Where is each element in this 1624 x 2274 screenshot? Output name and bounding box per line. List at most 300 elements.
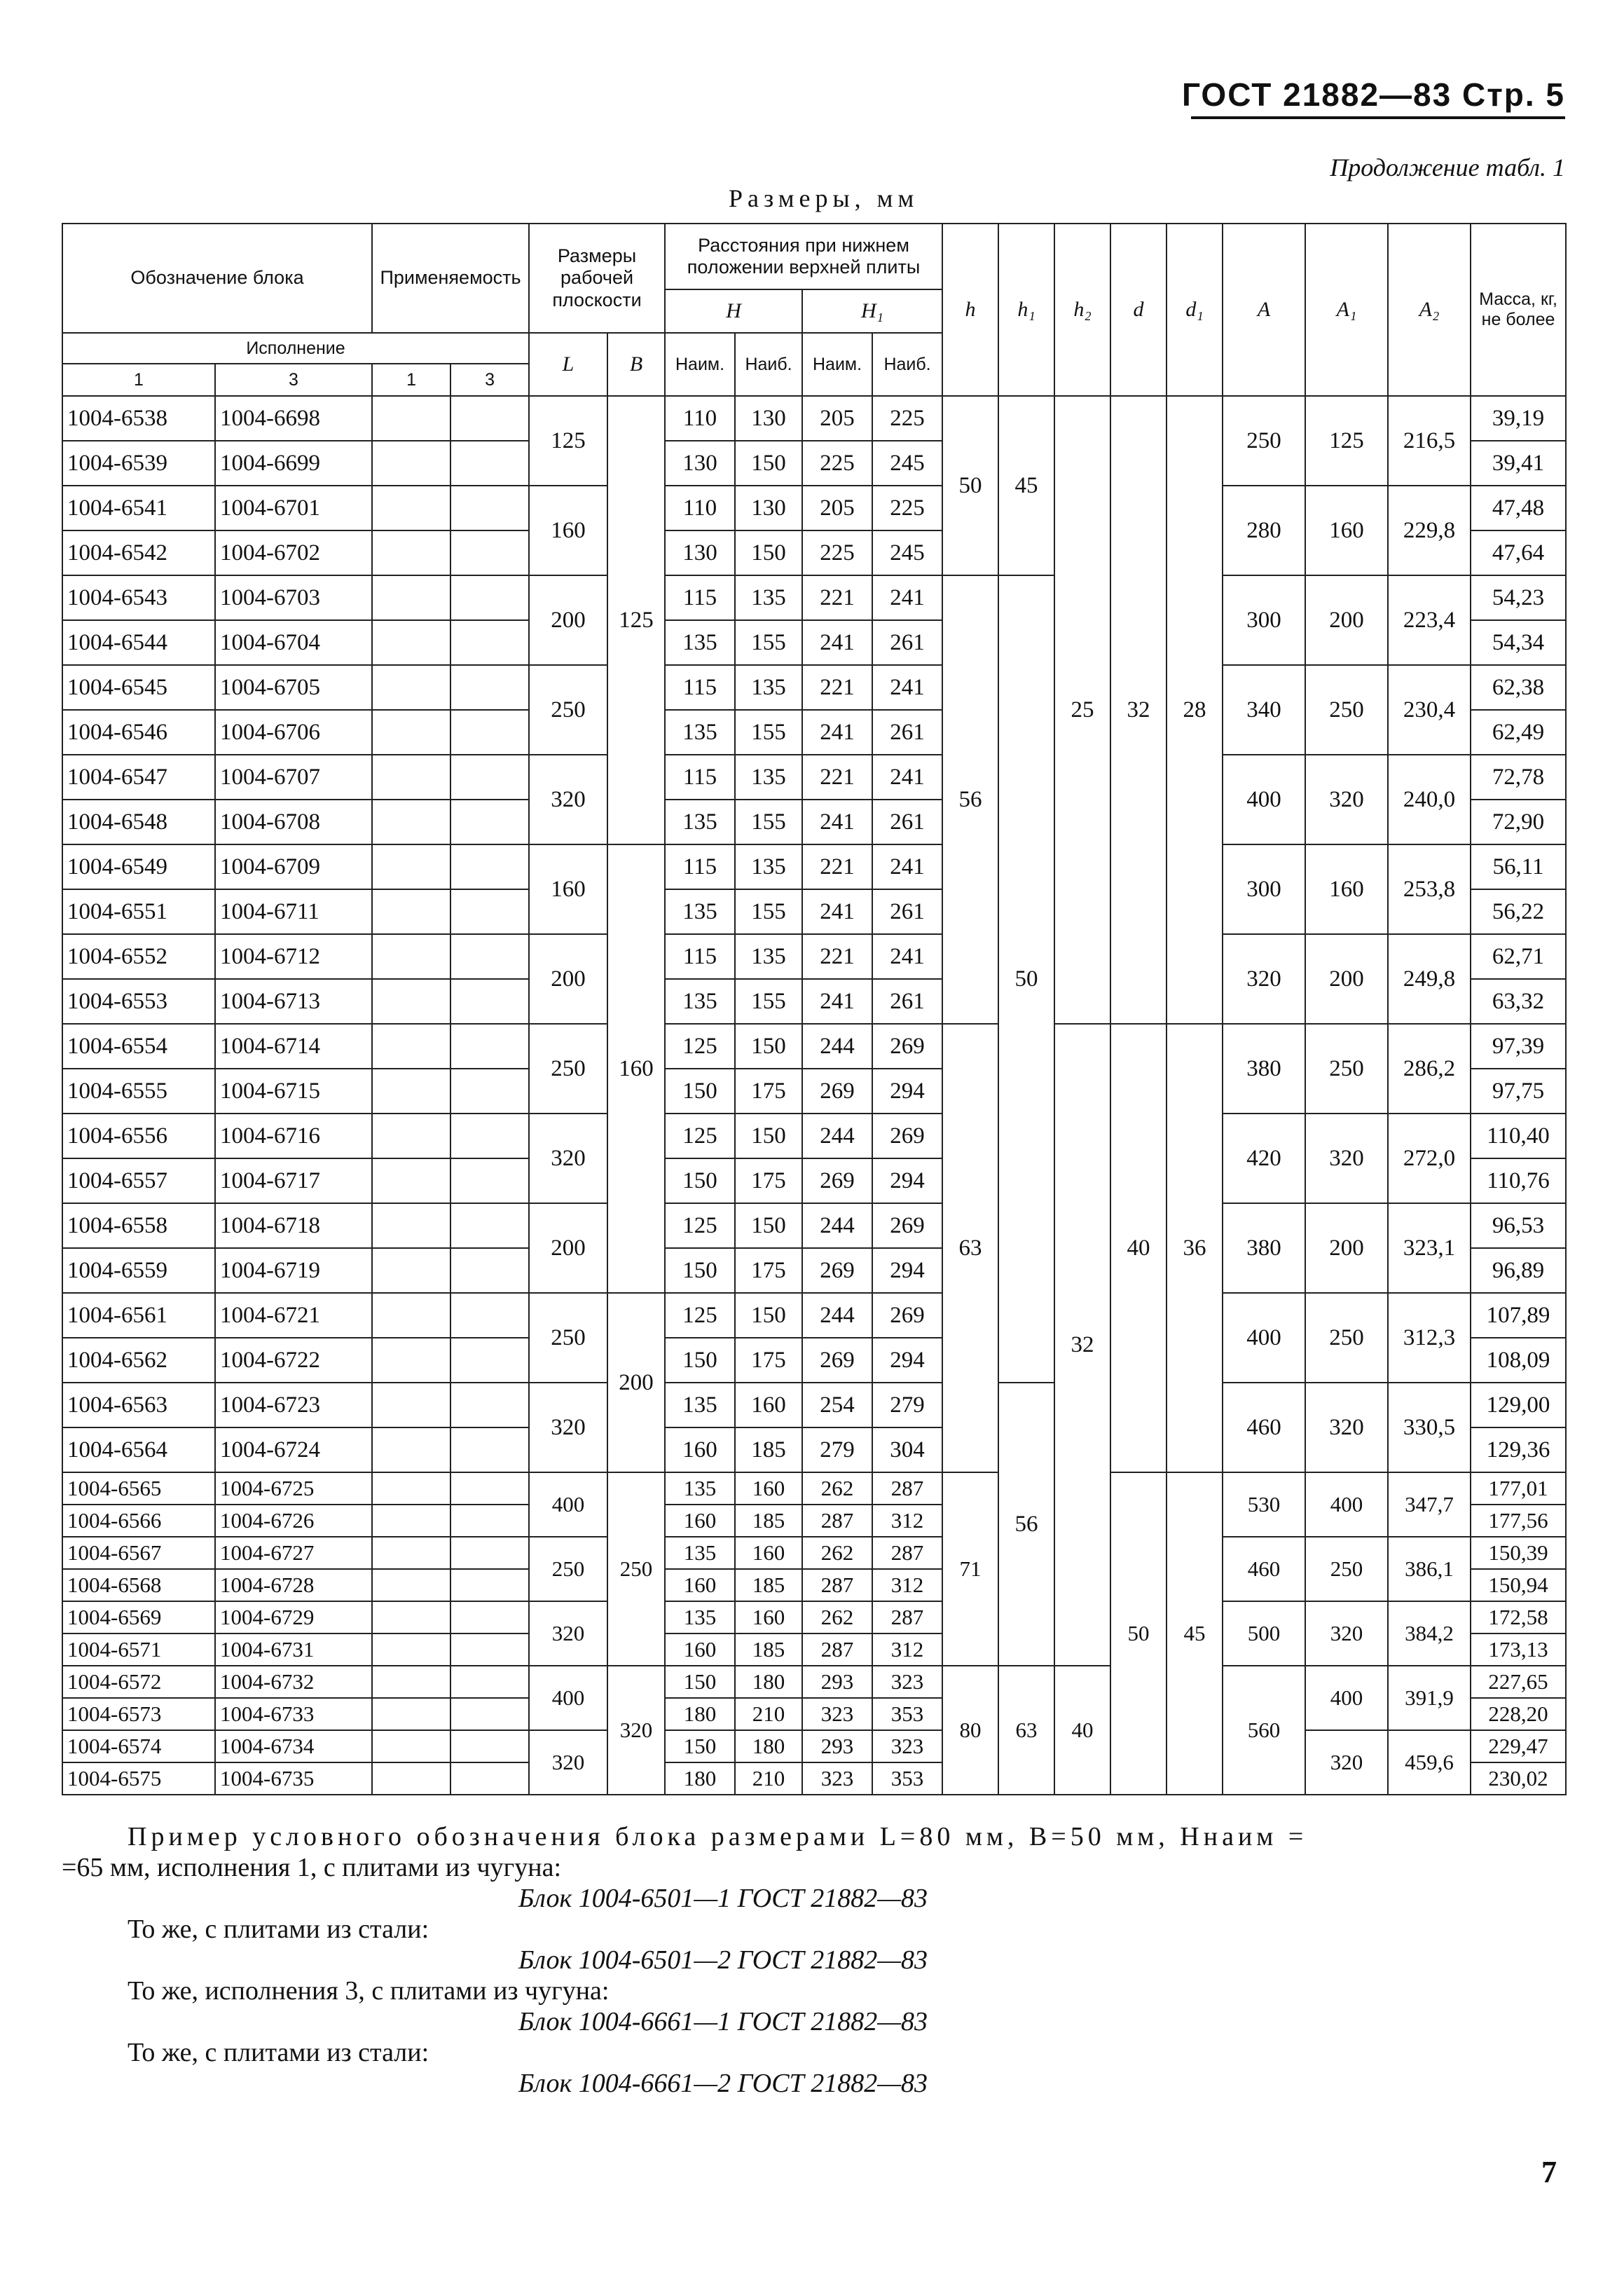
cell-L: 250 xyxy=(529,1024,607,1114)
cell-h2: 32 xyxy=(1054,1024,1110,1666)
distance-value: 185 xyxy=(735,1633,802,1666)
mass-value: 39,19 xyxy=(1471,396,1566,441)
distance-value: 185 xyxy=(735,1427,802,1472)
designation-v3: 1004-6731 xyxy=(215,1633,372,1666)
distance-value: 225 xyxy=(872,486,942,530)
distance-value: 150 xyxy=(735,1203,802,1248)
distance-value: 269 xyxy=(872,1114,942,1158)
col-h: h xyxy=(942,224,998,396)
cell-L: 200 xyxy=(529,575,607,665)
cell-A1: 160 xyxy=(1305,486,1388,575)
applicability-3 xyxy=(450,1698,529,1730)
cell-d: 32 xyxy=(1110,396,1167,1024)
col-distances: Расстояния при нижнем положении верхней плиты xyxy=(665,224,942,289)
designation-v1: 1004-6557 xyxy=(62,1158,215,1203)
example-line-7: Блок 1004-6661—1 ГОСТ 21882—83 xyxy=(518,2007,928,2036)
cell-A2: 216,5 xyxy=(1388,396,1471,486)
designation-v1: 1004-6569 xyxy=(62,1601,215,1633)
applicability-1 xyxy=(372,1537,450,1569)
distance-value: 312 xyxy=(872,1505,942,1537)
applicability-1 xyxy=(372,800,450,844)
table-row xyxy=(62,396,1566,441)
distance-value: 241 xyxy=(872,575,942,620)
distance-value: 160 xyxy=(735,1601,802,1633)
distance-value: 241 xyxy=(802,620,872,665)
header-rule xyxy=(1191,116,1565,119)
applicability-1 xyxy=(372,1730,450,1762)
cell-L: 320 xyxy=(529,1114,607,1203)
applicability-3 xyxy=(450,575,529,620)
applicability-3 xyxy=(450,441,529,486)
distance-value: 135 xyxy=(665,1383,735,1427)
applicability-3 xyxy=(450,1338,529,1383)
applicability-1 xyxy=(372,710,450,755)
distance-value: 180 xyxy=(665,1762,735,1795)
col-d: d xyxy=(1110,224,1167,396)
distance-value: 135 xyxy=(665,620,735,665)
col-working-surface: Размеры рабочей плоскости xyxy=(529,224,665,333)
distance-value: 175 xyxy=(735,1338,802,1383)
applicability-1 xyxy=(372,1762,450,1795)
designation-v3: 1004-6722 xyxy=(215,1338,372,1383)
cell-h1: 50 xyxy=(998,575,1054,1383)
designation-v1: 1004-6547 xyxy=(62,755,215,800)
applicability-1 xyxy=(372,1158,450,1203)
distance-value: 175 xyxy=(735,1248,802,1293)
designation-v1: 1004-6546 xyxy=(62,710,215,755)
cell-d: 50 xyxy=(1110,1472,1167,1795)
mass-value: 110,76 xyxy=(1471,1158,1566,1203)
page-header: ГОСТ 21882—83 Стр. 5 xyxy=(1181,76,1565,113)
col-H: H xyxy=(665,289,802,333)
distance-value: 180 xyxy=(735,1730,802,1762)
cell-A1: 200 xyxy=(1305,934,1388,1024)
designation-v1: 1004-6572 xyxy=(62,1666,215,1698)
distance-value: 287 xyxy=(872,1537,942,1569)
applicability-3 xyxy=(450,1158,529,1203)
designation-v1: 1004-6551 xyxy=(62,889,215,934)
designation-v3: 1004-6703 xyxy=(215,575,372,620)
designation-v3: 1004-6715 xyxy=(215,1069,372,1114)
cell-L: 160 xyxy=(529,844,607,934)
designation-v3: 1004-6714 xyxy=(215,1024,372,1069)
cell-L: 320 xyxy=(529,1383,607,1472)
distance-value: 221 xyxy=(802,755,872,800)
cell-A: 280 xyxy=(1223,486,1305,575)
distance-value: 225 xyxy=(802,441,872,486)
dimensions-table xyxy=(62,223,1567,1795)
distance-value: 287 xyxy=(872,1601,942,1633)
designation-v3: 1004-6735 xyxy=(215,1762,372,1795)
distance-value: 262 xyxy=(802,1601,872,1633)
distance-value: 160 xyxy=(665,1633,735,1666)
cell-B: 320 xyxy=(607,1666,665,1795)
cell-A1: 400 xyxy=(1305,1472,1388,1537)
distance-value: 125 xyxy=(665,1024,735,1069)
mass-value: 72,90 xyxy=(1471,800,1566,844)
cell-A1: 250 xyxy=(1305,1293,1388,1383)
cell-A2: 347,7 xyxy=(1388,1472,1471,1537)
applicability-3 xyxy=(450,755,529,800)
distance-value: 160 xyxy=(735,1537,802,1569)
designation-v3: 1004-6707 xyxy=(215,755,372,800)
distance-value: 110 xyxy=(665,396,735,441)
applicability-1 xyxy=(372,1427,450,1472)
mass-value: 96,53 xyxy=(1471,1203,1566,1248)
applicability-3 xyxy=(450,1114,529,1158)
designation-v3: 1004-6705 xyxy=(215,665,372,710)
applicability-1 xyxy=(372,755,450,800)
applicability-1 xyxy=(372,1472,450,1505)
applicability-3 xyxy=(450,1427,529,1472)
distance-value: 241 xyxy=(802,979,872,1024)
designation-v1: 1004-6559 xyxy=(62,1248,215,1293)
applicability-1 xyxy=(372,1024,450,1069)
cell-A2: 240,0 xyxy=(1388,755,1471,844)
cell-L: 250 xyxy=(529,1537,607,1601)
col-applic-3: 3 xyxy=(450,364,529,396)
cell-A2: 286,2 xyxy=(1388,1024,1471,1114)
col-version-1: 1 xyxy=(62,364,215,396)
distance-value: 225 xyxy=(802,530,872,575)
distance-value: 130 xyxy=(735,396,802,441)
designation-v3: 1004-6716 xyxy=(215,1114,372,1158)
applicability-3 xyxy=(450,396,529,441)
applicability-1 xyxy=(372,1338,450,1383)
cell-h1: 63 xyxy=(998,1666,1054,1795)
distance-value: 304 xyxy=(872,1427,942,1472)
table-row xyxy=(62,1203,1566,1248)
cell-A: 530 xyxy=(1223,1472,1305,1537)
cell-L: 200 xyxy=(529,934,607,1024)
distance-value: 160 xyxy=(665,1505,735,1537)
designation-v1: 1004-6575 xyxy=(62,1762,215,1795)
mass-value: 173,13 xyxy=(1471,1633,1566,1666)
distance-value: 130 xyxy=(735,486,802,530)
designation-v1: 1004-6543 xyxy=(62,575,215,620)
cell-A: 380 xyxy=(1223,1024,1305,1114)
cell-A2: 323,1 xyxy=(1388,1203,1471,1293)
distance-value: 150 xyxy=(735,1114,802,1158)
designation-v3: 1004-6717 xyxy=(215,1158,372,1203)
designation-v1: 1004-6562 xyxy=(62,1338,215,1383)
applicability-1 xyxy=(372,665,450,710)
mass-value: 129,36 xyxy=(1471,1427,1566,1472)
cell-A: 300 xyxy=(1223,575,1305,665)
distance-value: 261 xyxy=(872,889,942,934)
mass-value: 177,01 xyxy=(1471,1472,1566,1505)
table-row xyxy=(62,1601,1566,1633)
cell-L: 250 xyxy=(529,1293,607,1383)
applicability-1 xyxy=(372,1698,450,1730)
cell-A2: 330,5 xyxy=(1388,1383,1471,1472)
designation-v1: 1004-6549 xyxy=(62,844,215,889)
designation-v3: 1004-6699 xyxy=(215,441,372,486)
designation-v3: 1004-6732 xyxy=(215,1666,372,1698)
example-line-8: То же, с плитами из стали: xyxy=(128,2038,429,2067)
applicability-1 xyxy=(372,1114,450,1158)
cell-A1: 400 xyxy=(1305,1666,1388,1730)
distance-value: 241 xyxy=(802,800,872,844)
distance-value: 135 xyxy=(665,800,735,844)
designation-v3: 1004-6726 xyxy=(215,1505,372,1537)
distance-value: 244 xyxy=(802,1024,872,1069)
designation-v1: 1004-6548 xyxy=(62,800,215,844)
distance-value: 150 xyxy=(665,1069,735,1114)
designation-v3: 1004-6719 xyxy=(215,1248,372,1293)
mass-value: 56,11 xyxy=(1471,844,1566,889)
distance-value: 323 xyxy=(872,1730,942,1762)
cell-L: 250 xyxy=(529,665,607,755)
designation-v3: 1004-6709 xyxy=(215,844,372,889)
designation-v3: 1004-6733 xyxy=(215,1698,372,1730)
distance-value: 225 xyxy=(872,396,942,441)
mass-value: 54,34 xyxy=(1471,620,1566,665)
applicability-3 xyxy=(450,1383,529,1427)
applicability-1 xyxy=(372,1069,450,1114)
mass-value: 72,78 xyxy=(1471,755,1566,800)
designation-v3: 1004-6708 xyxy=(215,800,372,844)
distance-value: 155 xyxy=(735,979,802,1024)
distance-value: 175 xyxy=(735,1069,802,1114)
applicability-1 xyxy=(372,1505,450,1537)
distance-value: 287 xyxy=(802,1505,872,1537)
distance-value: 160 xyxy=(665,1427,735,1472)
distance-value: 221 xyxy=(802,844,872,889)
cell-A2: 312,3 xyxy=(1388,1293,1471,1383)
distance-value: 150 xyxy=(665,1158,735,1203)
distance-value: 160 xyxy=(735,1472,802,1505)
distance-value: 135 xyxy=(665,1601,735,1633)
cell-L: 200 xyxy=(529,1203,607,1293)
col-B: B xyxy=(607,333,665,396)
designation-v3: 1004-6727 xyxy=(215,1537,372,1569)
distance-value: 241 xyxy=(872,934,942,979)
designation-v3: 1004-6721 xyxy=(215,1293,372,1338)
table-row xyxy=(62,1472,1566,1505)
mass-value: 150,39 xyxy=(1471,1537,1566,1569)
cell-A: 420 xyxy=(1223,1114,1305,1203)
applicability-3 xyxy=(450,1248,529,1293)
mass-value: 96,89 xyxy=(1471,1248,1566,1293)
example-line-4: То же, с плитами из стали: xyxy=(128,1915,429,1944)
cell-h2: 25 xyxy=(1054,396,1110,1024)
applicability-1 xyxy=(372,396,450,441)
distance-value: 160 xyxy=(665,1569,735,1601)
distance-value: 155 xyxy=(735,620,802,665)
distance-value: 269 xyxy=(872,1293,942,1338)
designation-v3: 1004-6713 xyxy=(215,979,372,1024)
distance-value: 150 xyxy=(735,1024,802,1069)
cell-d1: 45 xyxy=(1167,1472,1223,1795)
distance-value: 175 xyxy=(735,1158,802,1203)
applicability-3 xyxy=(450,1730,529,1762)
table-row xyxy=(62,755,1566,800)
mass-value: 97,39 xyxy=(1471,1024,1566,1069)
cell-A: 500 xyxy=(1223,1601,1305,1666)
col-mass: Масса, кг, не более xyxy=(1471,224,1566,396)
distance-value: 245 xyxy=(872,441,942,486)
designation-v3: 1004-6712 xyxy=(215,934,372,979)
designation-v3: 1004-6728 xyxy=(215,1569,372,1601)
col-applic-1: 1 xyxy=(372,364,450,396)
cell-A2: 459,6 xyxy=(1388,1730,1471,1795)
mass-value: 108,09 xyxy=(1471,1338,1566,1383)
example-line-5: Блок 1004-6501—2 ГОСТ 21882—83 xyxy=(518,1945,928,1975)
distance-value: 135 xyxy=(665,710,735,755)
applicability-1 xyxy=(372,1203,450,1248)
distance-value: 244 xyxy=(802,1114,872,1158)
designation-v3: 1004-6718 xyxy=(215,1203,372,1248)
cell-A2: 230,4 xyxy=(1388,665,1471,755)
applicability-3 xyxy=(450,1537,529,1569)
applicability-3 xyxy=(450,665,529,710)
cell-A2: 249,8 xyxy=(1388,934,1471,1024)
cell-L: 320 xyxy=(529,1601,607,1666)
applicability-3 xyxy=(450,1601,529,1633)
distance-value: 135 xyxy=(735,934,802,979)
distance-value: 125 xyxy=(665,1203,735,1248)
applicability-3 xyxy=(450,530,529,575)
cell-d: 40 xyxy=(1110,1024,1167,1472)
cell-h2: 40 xyxy=(1054,1666,1110,1795)
table-row xyxy=(62,1730,1566,1762)
applicability-3 xyxy=(450,1762,529,1795)
distance-value: 115 xyxy=(665,665,735,710)
cell-L: 160 xyxy=(529,486,607,575)
col-h1: h₁ xyxy=(998,224,1054,396)
cell-A1: 320 xyxy=(1305,755,1388,844)
distance-value: 115 xyxy=(665,755,735,800)
applicability-3 xyxy=(450,800,529,844)
col-A1: A₁ xyxy=(1305,224,1388,396)
cell-A: 340 xyxy=(1223,665,1305,755)
distance-value: 180 xyxy=(735,1666,802,1698)
designation-v1: 1004-6571 xyxy=(62,1633,215,1666)
designation-v3: 1004-6702 xyxy=(215,530,372,575)
col-H-max: Наиб. xyxy=(735,333,802,396)
distance-value: 150 xyxy=(665,1248,735,1293)
applicability-3 xyxy=(450,1069,529,1114)
table-row xyxy=(62,1537,1566,1569)
example-line-6: То же, исполнения 3, с плитами из чугуна: xyxy=(128,1976,610,2006)
cell-L: 400 xyxy=(529,1472,607,1537)
distance-value: 287 xyxy=(802,1569,872,1601)
distance-value: 150 xyxy=(735,441,802,486)
cell-h: 71 xyxy=(942,1472,998,1666)
mass-value: 177,56 xyxy=(1471,1505,1566,1537)
distance-value: 150 xyxy=(665,1666,735,1698)
cell-A: 250 xyxy=(1223,396,1305,486)
distance-value: 353 xyxy=(872,1698,942,1730)
distance-value: 115 xyxy=(665,844,735,889)
distance-value: 155 xyxy=(735,800,802,844)
cell-A1: 125 xyxy=(1305,396,1388,486)
designation-v1: 1004-6574 xyxy=(62,1730,215,1762)
designation-v1: 1004-6552 xyxy=(62,934,215,979)
cell-L: 125 xyxy=(529,396,607,486)
cell-A1: 250 xyxy=(1305,1024,1388,1114)
distance-value: 135 xyxy=(665,1472,735,1505)
table-body xyxy=(62,396,1566,1795)
distance-value: 294 xyxy=(872,1338,942,1383)
table-row xyxy=(62,665,1566,710)
distance-value: 353 xyxy=(872,1762,942,1795)
col-version: Исполнение xyxy=(62,333,529,364)
cell-A: 400 xyxy=(1223,755,1305,844)
distance-value: 150 xyxy=(735,1293,802,1338)
applicability-1 xyxy=(372,1633,450,1666)
cell-A: 380 xyxy=(1223,1203,1305,1293)
col-H-min: Наим. xyxy=(665,333,735,396)
distance-value: 130 xyxy=(665,441,735,486)
example-line-9: Блок 1004-6661—2 ГОСТ 21882—83 xyxy=(518,2069,928,2098)
mass-value: 172,58 xyxy=(1471,1601,1566,1633)
applicability-1 xyxy=(372,1601,450,1633)
designation-v1: 1004-6545 xyxy=(62,665,215,710)
applicability-1 xyxy=(372,1383,450,1427)
applicability-1 xyxy=(372,1569,450,1601)
example-line-1: Пример условного обозначения блока размерами L=80 мм, B=50 мм, Hнаим = xyxy=(128,1822,1308,1851)
designation-v1: 1004-6538 xyxy=(62,396,215,441)
sizes-label: Размеры, мм xyxy=(729,184,919,212)
applicability-3 xyxy=(450,1203,529,1248)
applicability-3 xyxy=(450,1472,529,1505)
cell-A2: 384,2 xyxy=(1388,1601,1471,1666)
distance-value: 279 xyxy=(872,1383,942,1427)
mass-value: 129,00 xyxy=(1471,1383,1566,1427)
distance-value: 261 xyxy=(872,620,942,665)
designation-v1: 1004-6556 xyxy=(62,1114,215,1158)
applicability-3 xyxy=(450,1505,529,1537)
distance-value: 269 xyxy=(802,1248,872,1293)
distance-value: 130 xyxy=(665,530,735,575)
mass-value: 47,64 xyxy=(1471,530,1566,575)
designation-v1: 1004-6563 xyxy=(62,1383,215,1427)
col-version-3: 3 xyxy=(215,364,372,396)
cell-A2: 391,9 xyxy=(1388,1666,1471,1730)
cell-A: 320 xyxy=(1223,934,1305,1024)
distance-value: 115 xyxy=(665,934,735,979)
distance-value: 205 xyxy=(802,396,872,441)
mass-value: 110,40 xyxy=(1471,1114,1566,1158)
designation-v1: 1004-6561 xyxy=(62,1293,215,1338)
col-designation: Обозначение блока xyxy=(62,224,372,333)
table-row xyxy=(62,1383,1566,1427)
page-number: 7 xyxy=(1541,2155,1557,2189)
mass-value: 227,65 xyxy=(1471,1666,1566,1698)
cell-A1: 320 xyxy=(1305,1730,1388,1795)
designation-v3: 1004-6701 xyxy=(215,486,372,530)
applicability-1 xyxy=(372,934,450,979)
cell-h: 80 xyxy=(942,1666,998,1795)
cell-B: 250 xyxy=(607,1472,665,1666)
distance-value: 110 xyxy=(665,486,735,530)
distance-value: 135 xyxy=(665,1537,735,1569)
distance-value: 221 xyxy=(802,665,872,710)
mass-value: 54,23 xyxy=(1471,575,1566,620)
applicability-1 xyxy=(372,1248,450,1293)
designation-v1: 1004-6539 xyxy=(62,441,215,486)
applicability-3 xyxy=(450,1666,529,1698)
distance-value: 185 xyxy=(735,1505,802,1537)
mass-value: 62,71 xyxy=(1471,934,1566,979)
cell-L: 320 xyxy=(529,1730,607,1795)
applicability-1 xyxy=(372,979,450,1024)
distance-value: 312 xyxy=(872,1633,942,1666)
designation-v3: 1004-6725 xyxy=(215,1472,372,1505)
mass-value: 62,38 xyxy=(1471,665,1566,710)
